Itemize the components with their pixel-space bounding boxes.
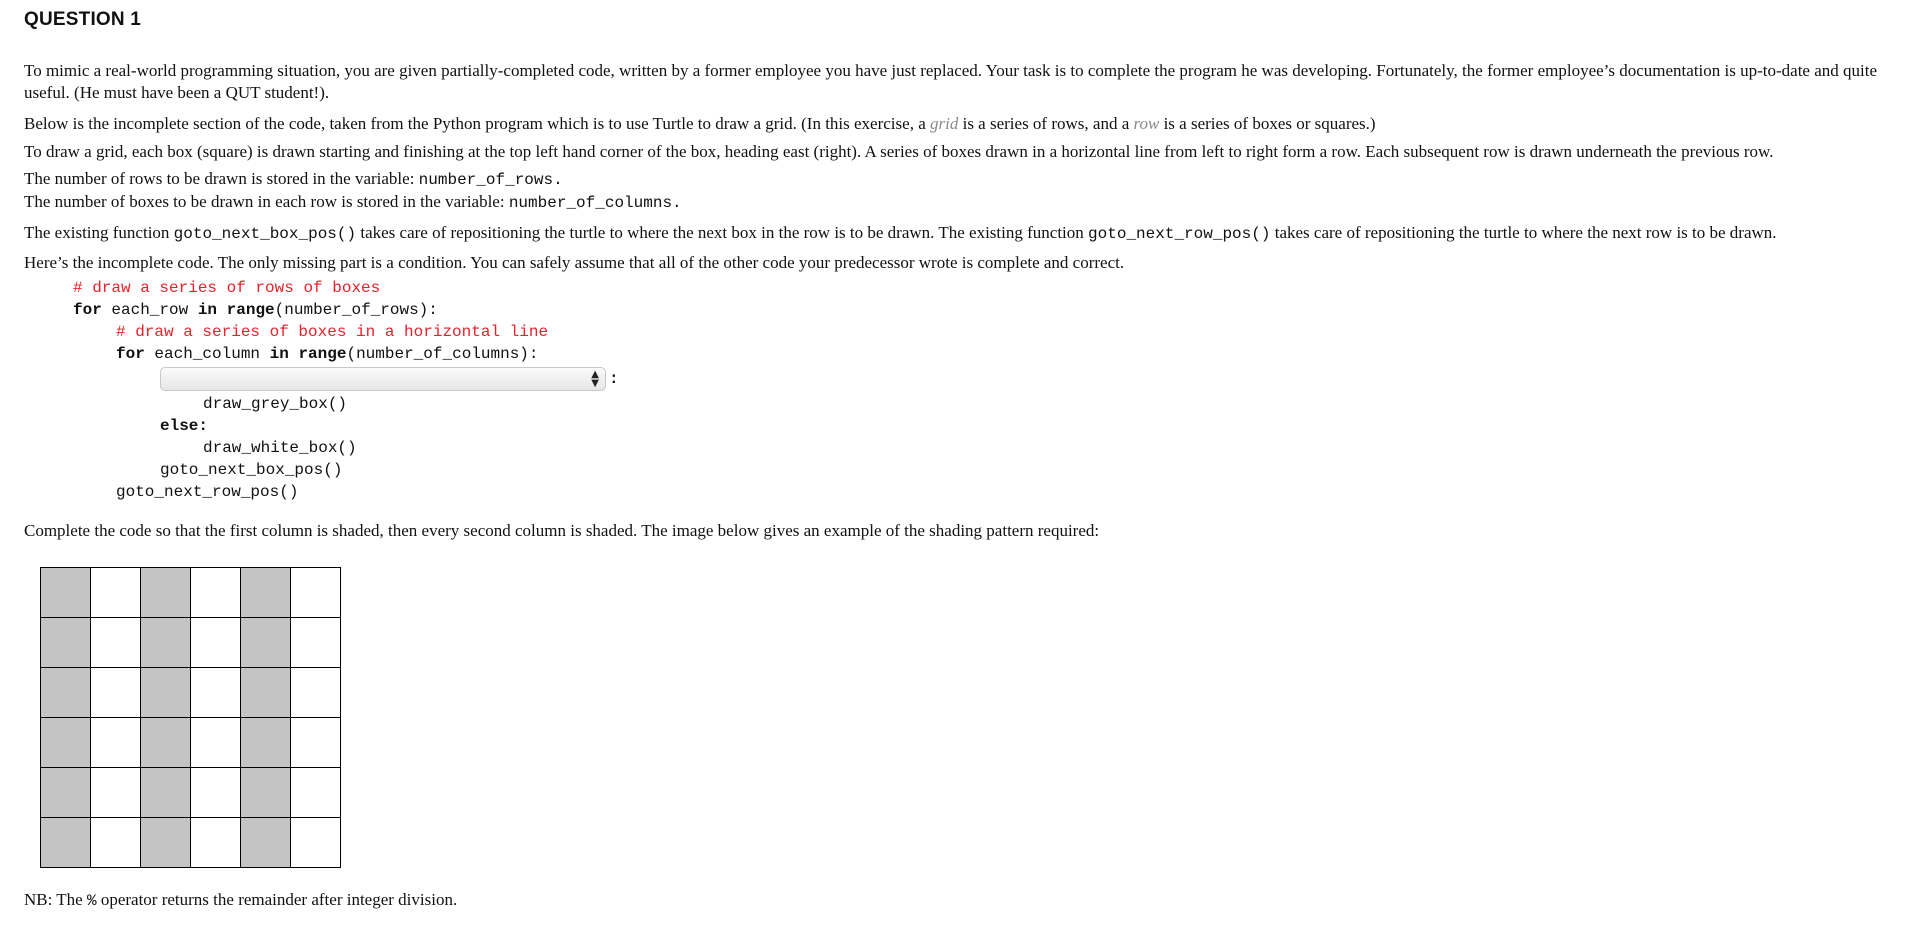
modulo-operator: %	[86, 892, 97, 911]
question-page	[24, 0, 1904, 912]
code-text: (number_of_rows):	[274, 301, 438, 320]
code-colon: :	[609, 370, 619, 389]
white-box	[91, 818, 141, 868]
text: The existing function	[24, 223, 174, 243]
drawing-rules-paragraph: To draw a grid, each box (square) is drawn starting and finishing at the top left hand corner of the box, heading east (right). A series of boxes drawn in a horizontal line from left to right form a row. Each subsequent row is drawn underneath the previous row.	[24, 141, 1774, 161]
variables-paragraph	[24, 168, 1904, 213]
grey-box	[141, 618, 191, 668]
text: NB: The	[24, 890, 87, 910]
question-title: QUESTION 1	[24, 9, 142, 30]
text: takes care of repositioning the turtle to where the next box in the row is to be drawn. The existing function	[356, 223, 1089, 243]
code-line: draw_white_box()	[203, 439, 357, 458]
white-box	[191, 768, 241, 818]
white-box	[191, 718, 241, 768]
grey-box	[41, 618, 91, 668]
white-box	[291, 618, 341, 668]
function-name: goto_next_row_pos()	[1088, 225, 1271, 244]
keyword: range	[298, 345, 347, 364]
grey-box	[41, 718, 91, 768]
grey-box	[141, 568, 191, 618]
grey-box	[41, 568, 91, 618]
keyword: in	[269, 345, 289, 364]
keyword: for	[73, 301, 102, 320]
grey-box	[41, 818, 91, 868]
text: takes care of repositioning the turtle to where the next row is to be drawn.	[1270, 223, 1777, 243]
grey-box	[241, 668, 291, 718]
code-line	[24, 299, 1904, 321]
white-box	[91, 668, 141, 718]
grey-box	[241, 718, 291, 768]
grey-box	[141, 768, 191, 818]
grey-box	[241, 768, 291, 818]
code-text: each_row	[101, 301, 198, 320]
white-box	[91, 718, 141, 768]
condition-line	[24, 368, 1904, 390]
code-text	[217, 301, 227, 319]
code-line	[24, 415, 1904, 437]
text: The number of rows to be drawn is stored in the variable:	[24, 169, 419, 189]
grid-row	[41, 618, 341, 668]
text: Below is the incomplete section of the code, taken from the Python program which is to use Turtle to draw a grid. (In this exercise, a	[24, 113, 930, 133]
code-comment: # draw a series of boxes in a horizontal line	[116, 323, 549, 342]
code-text: (number_of_columns):	[346, 345, 539, 364]
grid-row	[41, 718, 341, 768]
grid-row	[41, 768, 341, 818]
code-line	[24, 343, 1904, 365]
white-box	[191, 568, 241, 618]
text: operator returns the remainder after integer division.	[96, 890, 458, 910]
up-down-arrows-icon: ▲ ▼	[591, 369, 599, 390]
code-line: draw_grey_box()	[203, 395, 348, 414]
grey-box	[141, 818, 191, 868]
task-paragraph: Complete the code so that the first column is shaded, then every second column is shaded. The image below gives an example of the shading pattern required:	[24, 521, 1100, 541]
white-box	[191, 668, 241, 718]
keyword: for	[116, 345, 145, 364]
columns-variable: number_of_columns.	[508, 193, 682, 212]
term-grid: grid	[930, 113, 959, 133]
grey-box	[241, 818, 291, 868]
intro-paragraph: To mimic a real-world programming situation, you are given partially-completed code, written by a former employee you have just replaced. Your task is to complete the program he was developing. Fortunately, the former employee’s documentation is up-to-date and quite useful. (He must have been a QUT student!).	[24, 61, 1878, 103]
white-box	[291, 818, 341, 868]
white-box	[291, 768, 341, 818]
code-text: each_column	[144, 345, 270, 364]
code-intro-paragraph: Here’s the incomplete code. The only missing part is a condition. You can safely assume that all of the other code your predecessor wrote is complete and correct.	[24, 252, 1125, 272]
code-text	[289, 345, 299, 363]
term-row: row	[1133, 113, 1160, 133]
white-box	[191, 618, 241, 668]
code-line: goto_next_row_pos()	[116, 483, 299, 502]
white-box	[191, 818, 241, 868]
grid-definition-paragraph	[24, 113, 1904, 135]
white-box	[91, 618, 141, 668]
grey-box	[41, 768, 91, 818]
grey-box	[41, 668, 91, 718]
white-box	[291, 668, 341, 718]
grid-row	[41, 568, 341, 618]
grey-box	[141, 668, 191, 718]
white-box	[91, 568, 141, 618]
text: is a series of boxes or squares.)	[1159, 113, 1376, 133]
white-box	[291, 718, 341, 768]
nb-note	[24, 889, 1904, 911]
keyword: in	[197, 301, 218, 320]
text: is a series of rows, and a	[958, 113, 1134, 133]
white-box	[91, 768, 141, 818]
grid-row	[41, 668, 341, 718]
code-comment: # draw a series of rows of boxes	[73, 279, 381, 298]
grid-row	[41, 818, 341, 868]
code-line: goto_next_box_pos()	[160, 461, 343, 480]
keyword: range	[226, 301, 275, 320]
code-block	[24, 277, 1904, 503]
grey-box	[241, 618, 291, 668]
grey-box	[141, 718, 191, 768]
text: The number of boxes to be drawn in each row is stored in the variable:	[24, 191, 509, 211]
functions-paragraph	[24, 222, 1904, 244]
white-box	[291, 568, 341, 618]
condition-dropdown[interactable]	[160, 367, 606, 391]
function-name: goto_next_box_pos()	[173, 225, 357, 244]
grey-box	[241, 568, 291, 618]
shading-pattern-grid	[40, 567, 341, 868]
rows-variable: number_of_rows.	[418, 171, 563, 190]
